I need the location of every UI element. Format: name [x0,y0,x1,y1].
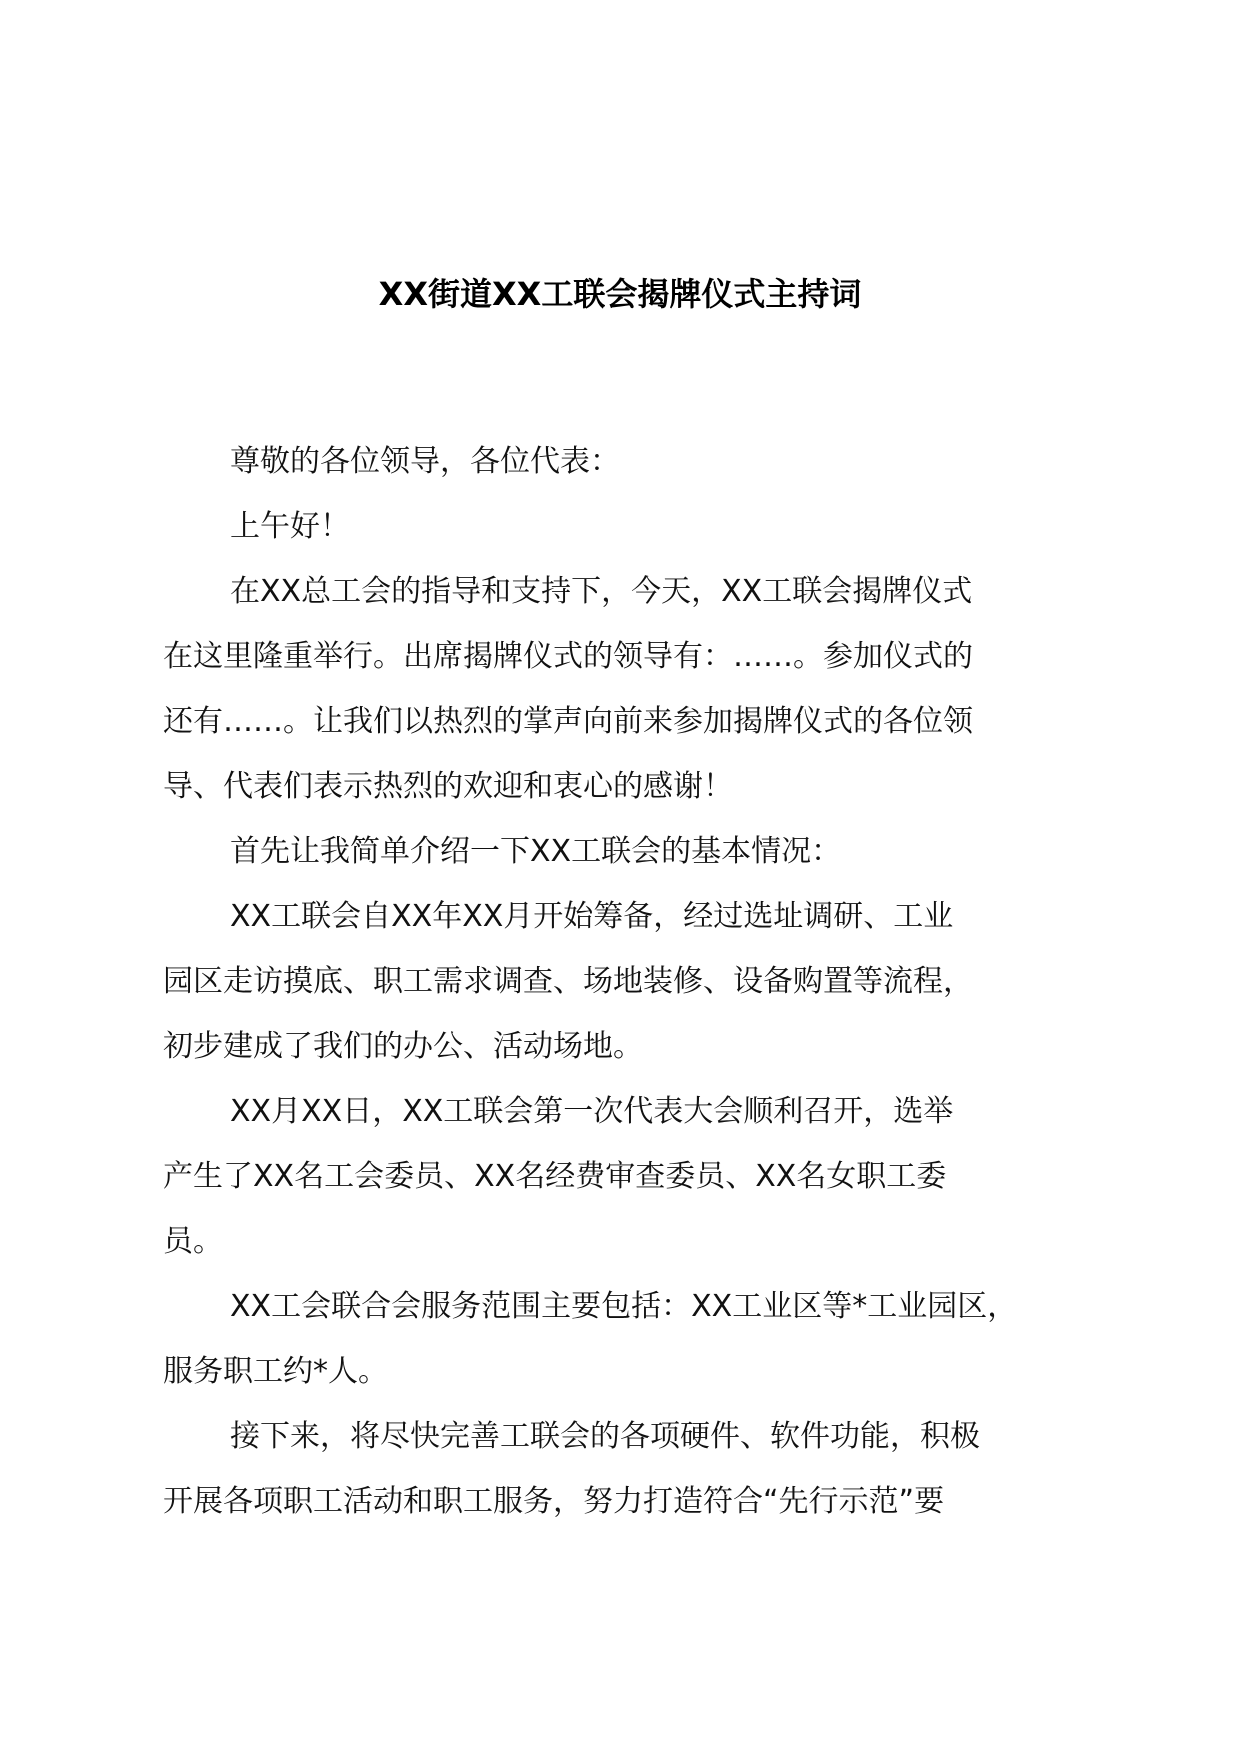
paragraph-line: 尊敬的各位领导，各位代表： [230,444,620,479]
paragraph-line: 首先让我简单介绍一下XX工联会的基本情况： [230,834,842,869]
paragraph-line: XX月XX日，XX工联会第一次代表大会顺利召开，选举 [230,1094,954,1129]
paragraph-line: XX工联会自XX年XX月开始筹备，经过选址调研、工业 [230,899,954,934]
paragraph-line: 产生了XX名工会委员、XX名经费审查委员、XX名女职工委 [163,1159,947,1194]
paragraph-line: 员。 [163,1224,223,1259]
document-title: XX街道XX工联会揭牌仪式主持词 [378,275,862,313]
paragraph-line: 还有……。让我们以热烈的掌声向前来参加揭牌仪式的各位领 [163,704,973,739]
paragraph-line: 在这里隆重举行。出席揭牌仪式的领导有：……。参加仪式的 [163,639,973,674]
paragraph-line: XX工会联合会服务范围主要包括：XX工业区等*工业园区， [230,1289,1018,1324]
paragraph-line: 导、代表们表示热烈的欢迎和衷心的感谢！ [163,769,733,804]
paragraph-line: 在XX总工会的指导和支持下，今天，XX工联会揭牌仪式 [230,574,973,609]
paragraph-line: 开展各项职工活动和职工服务，努力打造符合“先行示范”要 [163,1484,945,1519]
paragraph-line: 园区走访摸底、职工需求调查、场地装修、设备购置等流程， [163,964,973,999]
paragraph-line: 上午好！ [230,509,350,544]
paragraph-line: 初步建成了我们的办公、活动场地。 [163,1029,643,1064]
paragraph-line: 接下来，将尽快完善工联会的各项硬件、软件功能，积极 [230,1419,980,1454]
paragraph-line: 服务职工约*人。 [163,1354,388,1389]
